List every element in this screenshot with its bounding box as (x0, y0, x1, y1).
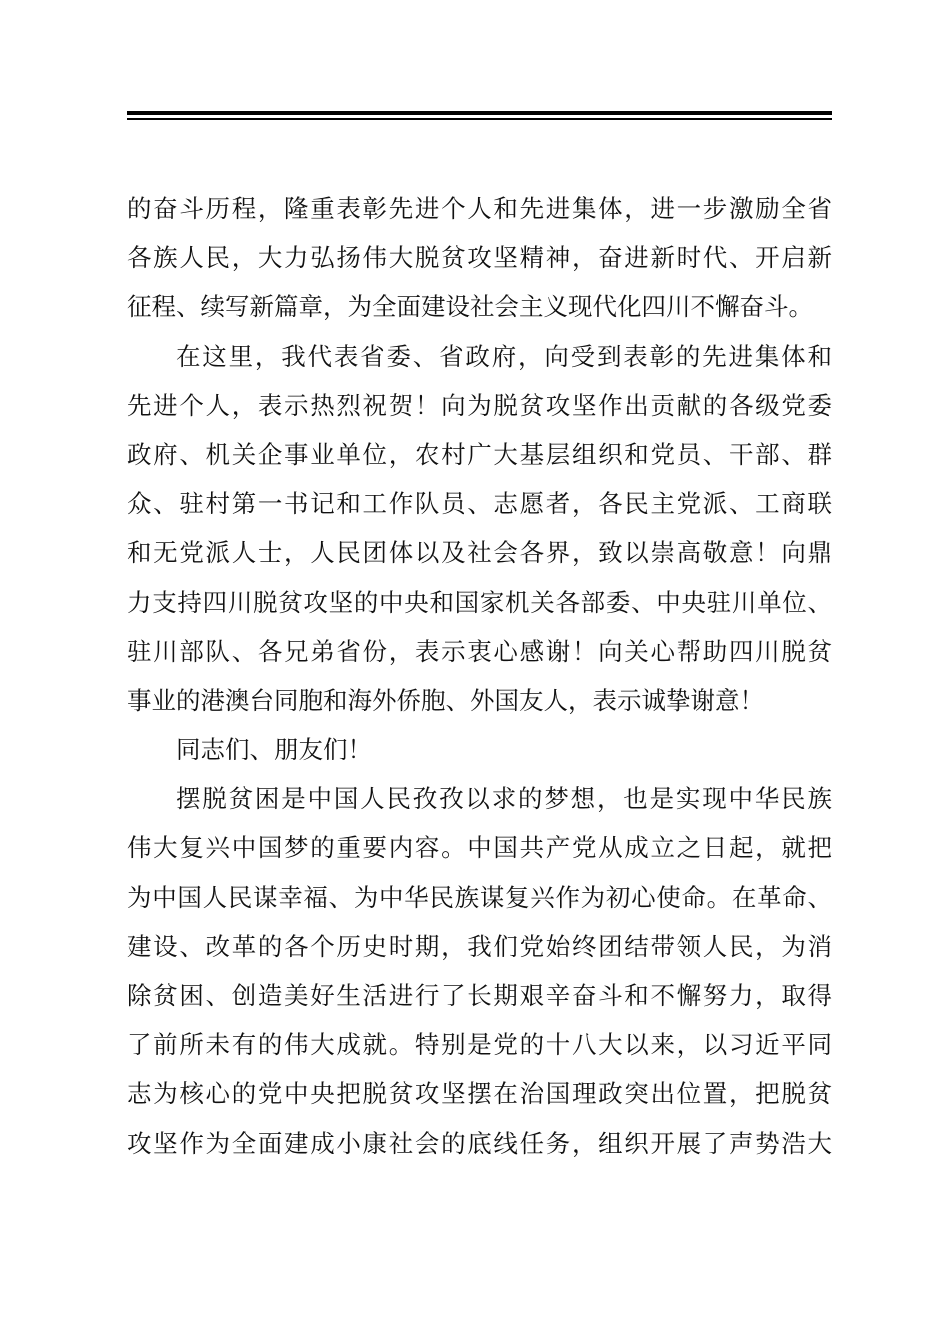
document-body (127, 184, 832, 1168)
text-line: 和无党派人士，人民团体以及社会各界，致以崇高敬意！向鼎 (127, 538, 832, 568)
text-line: 征程、续写新篇章，为全面建设社会主义现代化四川不懈奋斗。 (127, 292, 813, 322)
text-line: 各族人民，大力弘扬伟大脱贫攻坚精神，奋进新时代、开启新 (127, 243, 832, 273)
text-line: 政府、机关企事业单位，农村广大基层组织和党员、干部、群 (127, 439, 832, 469)
text-line: 为中国人民谋幸福、为中华民族谋复兴作为初心使命。在革命、 (127, 882, 832, 912)
header-rule-thin (127, 118, 832, 120)
text-line: 力支持四川脱贫攻坚的中央和国家机关各部委、中央驻川单位、 (127, 587, 832, 617)
text-line: 除贫困、创造美好生活进行了长期艰辛奋斗和不懈努力，取得 (127, 981, 832, 1010)
header-rule-thick (127, 111, 832, 115)
text-line: 众、驻村第一书记和工作队员、志愿者，各民主党派、工商联 (127, 489, 832, 519)
text-line: 驻川部队、各兄弟省份，表示衷心感谢！向关心帮助四川脱贫 (127, 636, 832, 666)
text-line: 同志们、朋友们！ (176, 735, 372, 765)
text-line: 事业的港澳台同胞和海外侨胞、外国友人，表示诚挚谢意！ (127, 685, 764, 715)
text-line: 的奋斗历程，隆重表彰先进个人和先进集体，进一步激励全省 (127, 194, 832, 223)
text-line: 伟大复兴中国梦的重要内容。中国共产党从成立之日起，就把 (127, 833, 832, 863)
text-line: 先进个人，表示热烈祝贺！向为脱贫攻坚作出贡献的各级党委 (127, 390, 832, 420)
text-line: 志为核心的党中央把脱贫攻坚摆在治国理政突出位置，把脱贫 (127, 1079, 832, 1109)
text-line: 了前所未有的伟大成就。特别是党的十八大以来，以习近平同 (127, 1030, 832, 1060)
header-double-rule (127, 111, 832, 120)
text-line: 建设、改革的各个历史时期，我们党始终团结带领人民，为消 (127, 931, 832, 961)
text-line: 在这里，我代表省委、省政府，向受到表彰的先进集体和 (176, 341, 832, 371)
text-line: 摆脱贫困是中国人民孜孜以求的梦想，也是实现中华民族 (176, 784, 832, 814)
text-line: 攻坚作为全面建成小康社会的底线任务，组织开展了声势浩大 (127, 1128, 832, 1158)
